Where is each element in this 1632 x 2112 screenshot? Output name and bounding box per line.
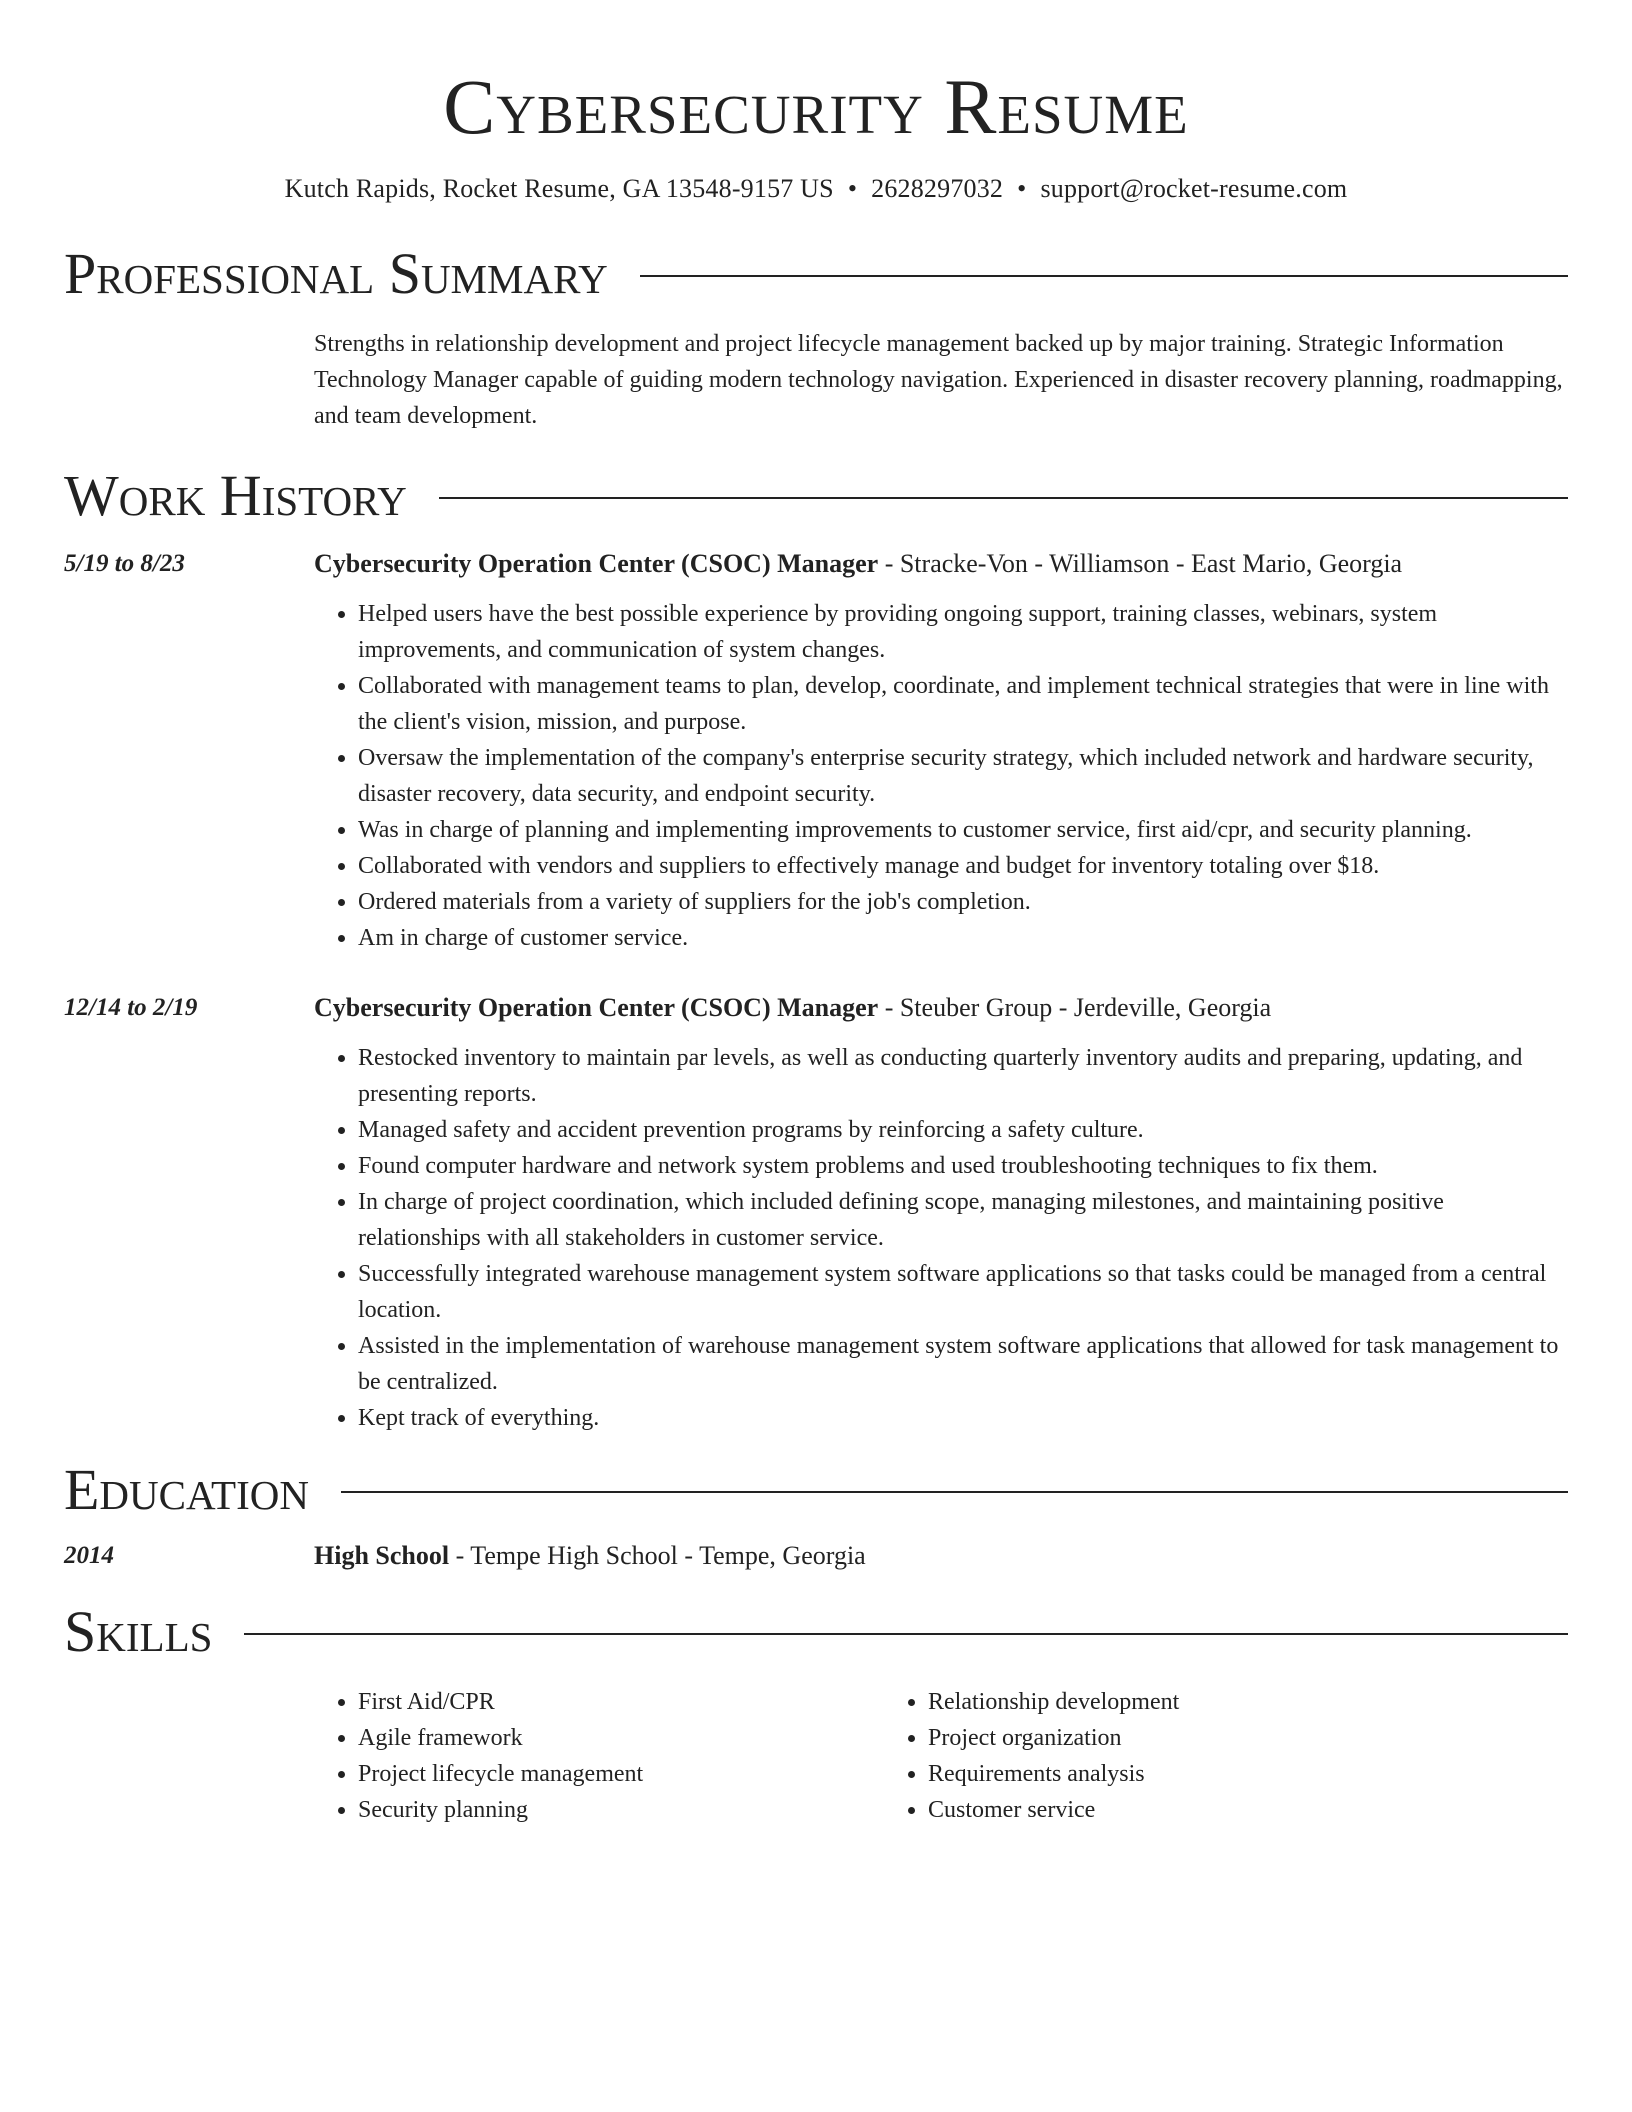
work-entry-body [314,546,1568,956]
work-bullet: • Kept track of everything. [358,1400,1568,1436]
education-year: 2014 [64,1542,114,1569]
work-bullet: • Oversaw the implementation of the company's enterprise security strategy, which included network and hardware security, disaster recovery, data security, and endpoint security. [358,740,1568,812]
work-entry [64,990,1568,1436]
work-details: - Steuber Group - Jerdeville, Georgia [878,993,1272,1022]
education-details: - Tempe High School - Tempe, Georgia [449,1541,866,1570]
section-title-education: Education [64,1457,309,1522]
section-title-work-history: Work History [64,463,407,528]
work-bullet: • Collaborated with vendors and suppliers to effectively manage and budget for inventory totaling over $18. [358,848,1568,884]
skill-item: • Relationship development [928,1684,1504,1720]
work-dates: 5/19 to 8/23 [64,550,185,577]
section-heading-education [64,1458,1568,1522]
section-rule [640,275,1568,277]
work-bullet: • Was in charge of planning and implementing improvements to customer service, first aid/cpr, and security planning. [358,812,1568,848]
skills-list [314,1684,1568,1828]
work-role: Cybersecurity Operation Center (CSOC) Manager [314,993,879,1022]
education-entry [64,1538,1568,1574]
work-details: - Stracke-Von - Williamson - East Mario, Georgia [878,549,1403,578]
section-rule [341,1491,1568,1493]
work-bullet: • In charge of project coordination, which included defining scope, managing milestones, and maintaining positive relationships with all stakeholders in customer service. [358,1184,1568,1256]
summary-text: Strengths in relationship development and project lifecycle management backed up by major training. Strategic Information Technology Manager capable of guiding modern technology navigation. Experienced in disaster recovery planning, roadmapping, and team development. [314,331,1563,429]
education-title-line [314,1538,1568,1574]
work-bullet-list [314,596,1568,956]
contact-separator: • [1017,174,1027,203]
skills-column-1 [314,1684,884,1828]
work-bullet: • Helped users have the best possible experience by providing ongoing support, training classes, webinars, system improvements, and communication of system changes. [358,596,1568,668]
work-bullet: • Managed safety and accident prevention programs by reinforcing a safety culture. [358,1112,1568,1148]
education-entry-body [314,1538,1568,1574]
work-title-line [314,546,1568,582]
skill-item: • Project organization [928,1720,1504,1756]
section-title-skills: Skills [64,1599,213,1664]
skill-item: • First Aid/CPR [358,1684,884,1720]
resume-title: Cybersecurity Resume [443,63,1189,150]
skill-item: • Requirements analysis [928,1756,1504,1792]
work-bullet: • Successfully integrated warehouse management system software applications so that tasks could be managed from a central location. [358,1256,1568,1328]
work-bullet: • Ordered materials from a variety of suppliers for the job's completion. [358,884,1568,920]
work-entry [64,546,1568,956]
education-degree: High School [314,1541,450,1570]
work-bullet-list [314,1040,1568,1436]
contact-line [64,172,1568,206]
section-heading-summary [64,242,1568,306]
work-dates: 12/14 to 2/19 [64,994,198,1021]
skill-item: • Project lifecycle management [358,1756,884,1792]
section-rule [244,1633,1568,1635]
work-bullet: • Found computer hardware and network system problems and used troubleshooting techniques to fix them. [358,1148,1568,1184]
contact-email: support@rocket-resume.com [1040,174,1348,203]
section-heading-work-history [64,464,1568,528]
section-title-summary: Professional Summary [64,241,608,306]
work-bullet: • Collaborated with management teams to plan, develop, coordinate, and implement technical strategies that were in line with the client's vision, mission, and purpose. [358,668,1568,740]
work-role: Cybersecurity Operation Center (CSOC) Manager [314,549,879,578]
work-bullet: • Assisted in the implementation of warehouse management system software applications that allowed for task management to be centralized. [358,1328,1568,1400]
section-rule [439,497,1568,499]
section-heading-skills [64,1600,1568,1664]
contact-address: Kutch Rapids, Rocket Resume, GA 13548-9157 US [284,174,834,203]
work-bullet: • Restocked inventory to maintain par levels, as well as conducting quarterly inventory audits and preparing, updating, and presenting reports. [358,1040,1568,1112]
work-title-line [314,990,1568,1026]
skill-item: • Customer service [928,1792,1504,1828]
contact-separator: • [847,174,858,203]
contact-phone: 2628297032 [871,174,1004,203]
skill-item: • Security planning [358,1792,884,1828]
work-bullet: • Am in charge of customer service. [358,920,1568,956]
skill-item: • Agile framework [358,1720,884,1756]
work-entry-body [314,990,1568,1436]
skills-column-2 [884,1684,1504,1828]
